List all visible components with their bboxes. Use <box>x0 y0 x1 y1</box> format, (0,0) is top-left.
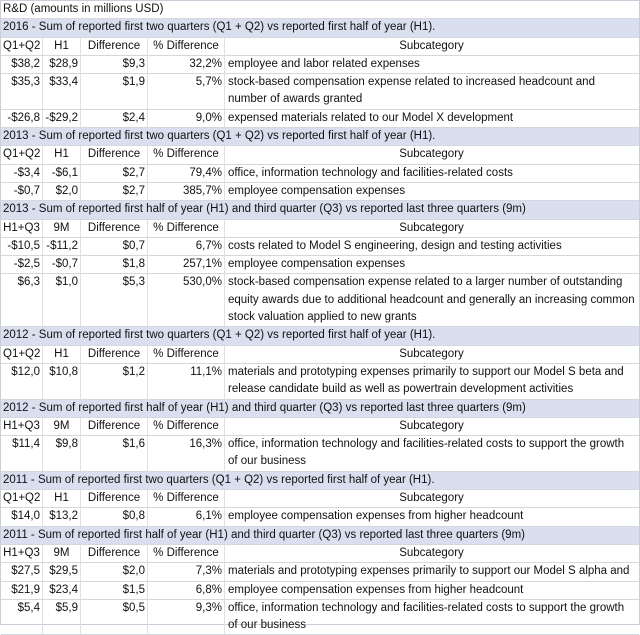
column-header-row <box>1 490 639 508</box>
table-cell: $9,8 <box>43 436 81 471</box>
table-cell: $1,9 <box>81 74 148 109</box>
table-cell: employee compensation expenses from higher headcount <box>228 510 524 523</box>
section-header <box>1 527 639 545</box>
table-cell: 6,1% <box>148 508 225 525</box>
column-header-row <box>1 146 639 164</box>
table-cell: expensed materials related to our Model X development <box>228 111 514 124</box>
table-cell: $11,4 <box>1 436 43 471</box>
section-label: 2013 - Sum of reported first half of year (H1) and third quarter (Q3) vs reported last three quarters (9m) <box>3 203 526 216</box>
column-header: 9M <box>43 418 81 435</box>
column-header: Difference <box>81 38 148 55</box>
table-cell: $0,7 <box>81 238 148 255</box>
table-cell: -$0,7 <box>43 256 81 273</box>
table-cell: -$26,8 <box>1 110 43 127</box>
table-cell: 11,1% <box>148 364 225 399</box>
section-label: 2011 - Sum of reported first two quarters (Q1 + Q2) vs reported first half of year (H1). <box>3 473 435 486</box>
table-row <box>1 74 639 110</box>
column-header-row <box>1 220 639 238</box>
table-cell: $10,8 <box>43 364 81 399</box>
table-cell: $13,2 <box>43 508 81 525</box>
column-header: 9M <box>43 220 81 237</box>
table-cell: $9,3 <box>81 56 148 73</box>
table-cell: $38,2 <box>1 56 43 73</box>
column-header: Subcategory <box>399 546 464 559</box>
column-header: Q1+Q2 <box>1 38 43 55</box>
table-cell: 385,7% <box>148 183 225 200</box>
table-row <box>1 364 639 400</box>
table-cell: materials and prototyping expenses primarily to support our Model S beta and release candidate build as well as powertrain development activities <box>228 365 624 396</box>
column-header: Q1+Q2 <box>1 490 43 507</box>
section-header <box>1 400 639 418</box>
table-cell: 9,3% <box>148 600 225 635</box>
table-cell: employee compensation expenses <box>228 184 406 197</box>
table-cell: 79,4% <box>148 165 225 182</box>
table-cell: 5,7% <box>148 74 225 109</box>
column-header: % Difference <box>148 418 225 435</box>
table-cell: $1,0 <box>43 274 81 326</box>
column-header: % Difference <box>148 38 225 55</box>
column-header: Subcategory <box>399 492 464 505</box>
table-row <box>1 56 639 74</box>
section-label: 2016 - Sum of reported first two quarters (Q1 + Q2) vs reported first half of year (H1). <box>3 21 436 34</box>
table-cell: 32,2% <box>148 56 225 73</box>
table-cell: $12,0 <box>1 364 43 399</box>
table-cell: -$10,5 <box>1 238 43 255</box>
table-cell: stock-based compensation expense related to increased headcount and number of awards granted <box>228 76 595 106</box>
section-label: 2012 - Sum of reported first two quarters (Q1 + Q2) vs reported first half of year (H1). <box>3 329 436 342</box>
table-cell: $0,8 <box>81 508 148 525</box>
column-header: Subcategory <box>399 221 464 234</box>
table-row <box>1 183 639 201</box>
table-cell: office, information technology and facilities-related costs to support the growth of our business <box>228 438 625 468</box>
table-cell: $21,9 <box>1 582 43 599</box>
table-title: R&D (amounts in millions USD) <box>3 3 164 15</box>
table-cell: $5,3 <box>81 274 148 326</box>
column-header: H1 <box>43 490 81 507</box>
column-header: Q1+Q2 <box>1 146 43 163</box>
table-cell: -$6,1 <box>43 165 81 182</box>
table-cell: $6,3 <box>1 274 43 326</box>
table-cell: $5,9 <box>43 600 81 635</box>
table-row <box>1 256 639 274</box>
table-cell: 7,3% <box>148 563 225 580</box>
table-row <box>1 165 639 183</box>
table-cell: employee and labor related expenses <box>228 57 420 70</box>
section-header <box>1 327 639 345</box>
column-header: % Difference <box>148 346 225 363</box>
table-cell: $14,0 <box>1 508 43 525</box>
table-cell: $1,2 <box>81 364 148 399</box>
column-header: Subcategory <box>399 39 464 52</box>
column-header: H1 <box>43 38 81 55</box>
table-cell: $2,0 <box>81 563 148 580</box>
table-row <box>1 508 639 526</box>
section-header <box>1 19 639 37</box>
column-header: Difference <box>81 490 148 507</box>
table-cell: $1,6 <box>81 436 148 471</box>
table-row <box>1 436 639 472</box>
section-label: 2013 - Sum of reported first two quarters (Q1 + Q2) vs reported first half of year (H1). <box>3 130 436 143</box>
table-row <box>1 563 639 581</box>
table-cell: $2,0 <box>43 183 81 200</box>
section-header <box>1 201 639 219</box>
column-header: Difference <box>81 418 148 435</box>
table-cell: -$29,2 <box>43 110 81 127</box>
table-cell: $35,3 <box>1 74 43 109</box>
table-cell: $5,4 <box>1 600 43 635</box>
column-header: Difference <box>81 146 148 163</box>
column-header: % Difference <box>148 220 225 237</box>
table-cell: -$3,4 <box>1 165 43 182</box>
table-cell: $33,4 <box>43 74 81 109</box>
table-cell: employee compensation expenses <box>228 258 406 271</box>
table-cell: -$2,5 <box>1 256 43 273</box>
column-header: Subcategory <box>399 419 464 432</box>
column-header: Difference <box>81 220 148 237</box>
column-header: H1 <box>43 346 81 363</box>
table-cell: 530,0% <box>148 274 225 326</box>
section-header <box>1 128 639 146</box>
table-cell: -$11,2 <box>43 238 81 255</box>
section-header <box>1 472 639 490</box>
table-cell: $27,5 <box>1 563 43 580</box>
table-cell: $1,8 <box>81 256 148 273</box>
column-header: H1 <box>43 146 81 163</box>
column-header-row <box>1 418 639 436</box>
column-header-row <box>1 545 639 563</box>
table-cell: materials and prototyping expenses primarily to support our Model S alpha and <box>228 565 630 578</box>
table-cell: $23,4 <box>43 582 81 599</box>
column-header: Q1+Q2 <box>1 346 43 363</box>
column-header: Difference <box>81 545 148 562</box>
section-label: 2011 - Sum of reported first half of year (H1) and third quarter (Q3) vs reported last three quarters (9m) <box>3 528 525 541</box>
table-cell: 6,8% <box>148 582 225 599</box>
table-row <box>1 274 639 327</box>
section-label: 2012 - Sum of reported first half of year (H1) and third quarter (Q3) vs reported last three quarters (9m) <box>3 401 526 414</box>
table-cell: $28,9 <box>43 56 81 73</box>
table-cell: -$0,7 <box>1 183 43 200</box>
table-cell: stock-based compensation expense related to a larger number of outstanding equity awards due to additional headcount and generally an increasing common stock valuation applied to new grants <box>228 276 635 324</box>
table-row <box>1 582 639 600</box>
table-row <box>1 110 639 128</box>
table-cell: office, information technology and facilities-related costs to support the growth of our business <box>228 601 625 632</box>
column-header: % Difference <box>148 490 225 507</box>
table-cell: 16,3% <box>148 436 225 471</box>
table-cell: $2,7 <box>81 183 148 200</box>
sections-container <box>1 19 639 635</box>
column-header: Difference <box>81 346 148 363</box>
table-cell: $0,5 <box>81 600 148 635</box>
table-cell: 9,0% <box>148 110 225 127</box>
column-header: Subcategory <box>399 148 464 161</box>
table-cell: 257,1% <box>148 256 225 273</box>
table-cell: employee compensation expenses from higher headcount <box>228 583 524 596</box>
table-cell: office, information technology and facilities-related costs <box>228 166 513 179</box>
table-cell: $2,7 <box>81 165 148 182</box>
column-header: H1+Q3 <box>1 418 43 435</box>
column-header: 9M <box>43 545 81 562</box>
table-cell: $1,5 <box>81 582 148 599</box>
column-header-row <box>1 38 639 56</box>
table-cell: $29,5 <box>43 563 81 580</box>
column-header-row <box>1 346 639 364</box>
table-title-row <box>1 1 639 19</box>
column-header: H1+Q3 <box>1 220 43 237</box>
table-row <box>1 238 639 256</box>
column-header: % Difference <box>148 146 225 163</box>
column-header: % Difference <box>148 545 225 562</box>
table-cell: costs related to Model S engineering, design and testing activities <box>228 239 562 252</box>
column-header: Subcategory <box>399 347 464 360</box>
column-header: H1+Q3 <box>1 545 43 562</box>
table-row <box>1 600 639 635</box>
table-cell: 6,7% <box>148 238 225 255</box>
table-cell: $2,4 <box>81 110 148 127</box>
